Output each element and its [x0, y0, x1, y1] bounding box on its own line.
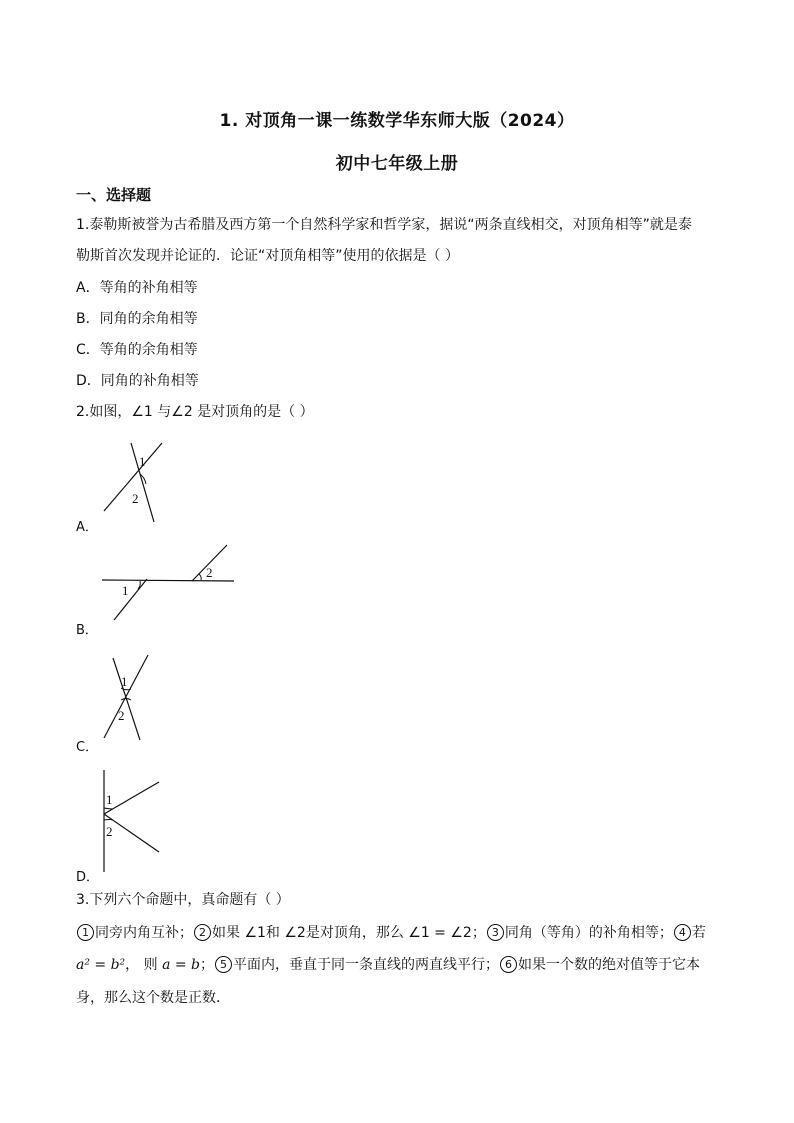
q2-option-b-label: B．: [76, 623, 98, 638]
figure-c-label-2: 2: [118, 708, 125, 723]
document-subtitle: 初中七年级上册: [335, 154, 459, 174]
q2-figure-c: [96, 652, 156, 744]
q1-option-a: A．等角的补角相等: [76, 280, 198, 296]
figure-d-label-1: 1: [106, 792, 113, 807]
q3-propositions-line2: [76, 955, 700, 975]
marker-6: 6: [500, 956, 517, 973]
q2-figure-b: [100, 543, 240, 623]
q2-option-c-label: C．: [76, 740, 99, 755]
q1-option-b: B．同角的余角相等: [76, 311, 198, 327]
proposition-4-start: 若: [691, 925, 706, 941]
figure-b-line-lower: [114, 579, 147, 620]
q1-option-d: D．同角的补角相等: [76, 373, 199, 389]
figure-b-label-2: 2: [206, 565, 213, 580]
figure-b-arc-2: [199, 574, 201, 580]
q2-option-d-label: D．: [76, 870, 100, 885]
figure-d-arc-lower: [104, 820, 113, 821]
figure-b-horizontal-line: [102, 580, 234, 581]
figure-d-label-2: 2: [106, 824, 113, 839]
proposition-1: 同旁内角互补；: [95, 925, 193, 941]
q2-option-a-label: A．: [76, 520, 98, 535]
proposition-4-mid: ， 则: [125, 957, 158, 973]
figure-d-arc-upper: [104, 808, 113, 809]
marker-5: 5: [215, 956, 232, 973]
marker-3: 3: [487, 924, 504, 941]
proposition-3: 同角（等角）的补角相等；: [504, 925, 673, 941]
q1-stem-line2: 勒斯首次发现并论证的．论证“对顶角相等”使用的依据是（ ）: [76, 248, 459, 264]
figure-c-label-1: 1: [121, 674, 128, 689]
proposition-6-start: 如果一个数的绝对值等于它本: [518, 957, 701, 973]
q3-propositions-line1: [76, 923, 706, 943]
figure-c-line-2: [104, 655, 148, 738]
proposition-2: 如果 ∠1和 ∠2是对顶角，那么 ∠1 = ∠2；: [212, 925, 486, 941]
proposition-5: 平面内，垂直于同一条直线的两直线平行；: [233, 957, 500, 973]
q3-stem: 3.下列六个命题中，真命题有（ ）: [76, 892, 290, 908]
marker-1: 1: [77, 924, 94, 941]
marker-4: 4: [674, 924, 691, 941]
proposition-4-math: a² = b²: [76, 957, 126, 973]
q3-propositions-line3: 身，那么这个数是正数．: [76, 990, 230, 1006]
marker-2: 2: [194, 924, 211, 941]
q2-figure-a: [96, 438, 166, 526]
figure-a-label-2: 2: [132, 491, 139, 506]
proposition-4-math2: a = b: [162, 957, 201, 973]
figure-a-label-1: 1: [139, 454, 146, 469]
proposition-4-end: ；: [200, 957, 215, 973]
document-title: 1. 对顶角一课一练数学华东师大版（2024）: [219, 111, 575, 131]
figure-b-label-1: 1: [122, 583, 129, 598]
q1-stem-line1: 1.泰勒斯被誉为古希腊及西方第一个自然科学家和哲学家，据说“两条直线相交，对顶角相等”就是泰: [76, 217, 692, 233]
q2-stem: 2.如图，∠1 与∠2 是对顶角的是（ ）: [76, 404, 314, 420]
q1-option-c: C．等角的余角相等: [76, 342, 198, 358]
q2-figure-d: [96, 768, 168, 874]
section-heading: 一、选择题: [76, 186, 152, 204]
